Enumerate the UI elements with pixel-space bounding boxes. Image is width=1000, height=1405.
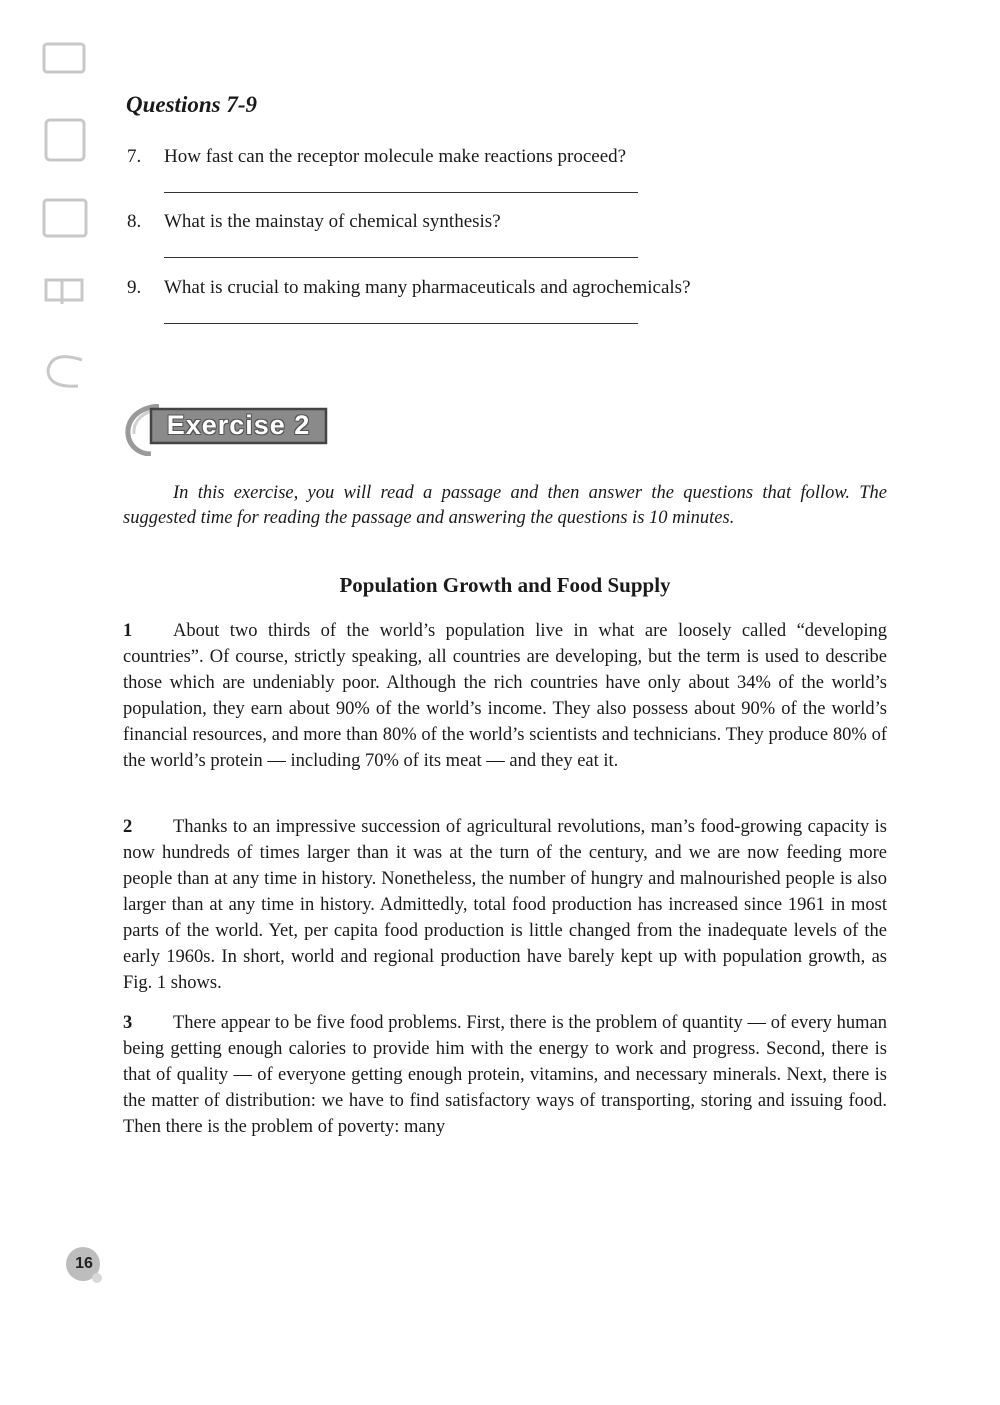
passage-title: Population Growth and Food Supply — [339, 573, 671, 597]
paragraph-number: 1 — [123, 621, 133, 641]
side-tab-decoration — [32, 30, 102, 400]
question-number: 7. — [127, 146, 142, 167]
paragraph-number: 2 — [123, 817, 133, 837]
question-text: What is crucial to making many pharmaceuticals and agrochemicals? — [164, 277, 691, 298]
questions-heading: Questions 7-9 — [126, 92, 257, 117]
exercise-label: Exercise 2 — [166, 410, 311, 440]
answer-line-7[interactable] — [164, 192, 638, 193]
question-7 — [127, 145, 727, 169]
question-number: 8. — [127, 211, 142, 232]
question-number: 9. — [127, 277, 142, 298]
paragraph-text: About two thirds of the world’s population live in what are loosely called “developing countries”. Of course, strictly speaking, all countries are developing, but the term is used to describe those which are undeniably poor. Although the rich countries have only about 34% of the world’s population, they earn about 90% of the world’s income. They also possess about 90% of the world’s financial resources, and more than 80% of the world’s scientists and technicians. They produce 80% of the world’s protein — including 70% of its meat — and they eat it. — [123, 621, 887, 771]
answer-line-8[interactable] — [164, 257, 638, 258]
paragraph-1 — [123, 618, 887, 774]
question-text: What is the mainstay of chemical synthesis? — [164, 211, 501, 232]
answer-line-9[interactable] — [164, 323, 638, 324]
paragraph-2 — [123, 814, 887, 996]
exercise-instructions: In this exercise, you will read a passage and then answer the questions that follow. The suggested time for reading the passage and answering the questions is 10 minutes. — [123, 483, 887, 528]
paragraph-number: 3 — [123, 1013, 133, 1033]
question-9 — [127, 276, 727, 300]
paragraph-3 — [123, 1010, 887, 1140]
question-8 — [127, 210, 727, 234]
question-text: How fast can the receptor molecule make reactions proceed? — [164, 146, 627, 167]
page-number: 16 — [75, 1255, 93, 1272]
paragraph-text: Thanks to an impressive succession of agricultural revolutions, man’s food-growing capacity is now hundreds of times larger than it was at the turn of the century, and we are now feeding more people than at any time in history. Nonetheless, the number of hungry and malnourished people is also larger than at any time in history. Admittedly, total food production has increased since 1961 in most parts of the world. Yet, per capita food production is little changed from the inadequate levels of the early 1960s. In short, world and regional production have barely kept up with population growth, as Fig. 1 shows. — [123, 817, 887, 993]
paragraph-text: There appear to be five food problems. First, there is the problem of quantity — of every human being getting enough calories to provide him with the energy to work and progress. Second, there is that of quality — of everyone getting enough protein, vitamins, and necessary minerals. Next, there is the matter of distribution: we have to find satisfactory ways of transporting, storing and issuing food. Then there is the problem of poverty: many — [123, 1013, 887, 1137]
